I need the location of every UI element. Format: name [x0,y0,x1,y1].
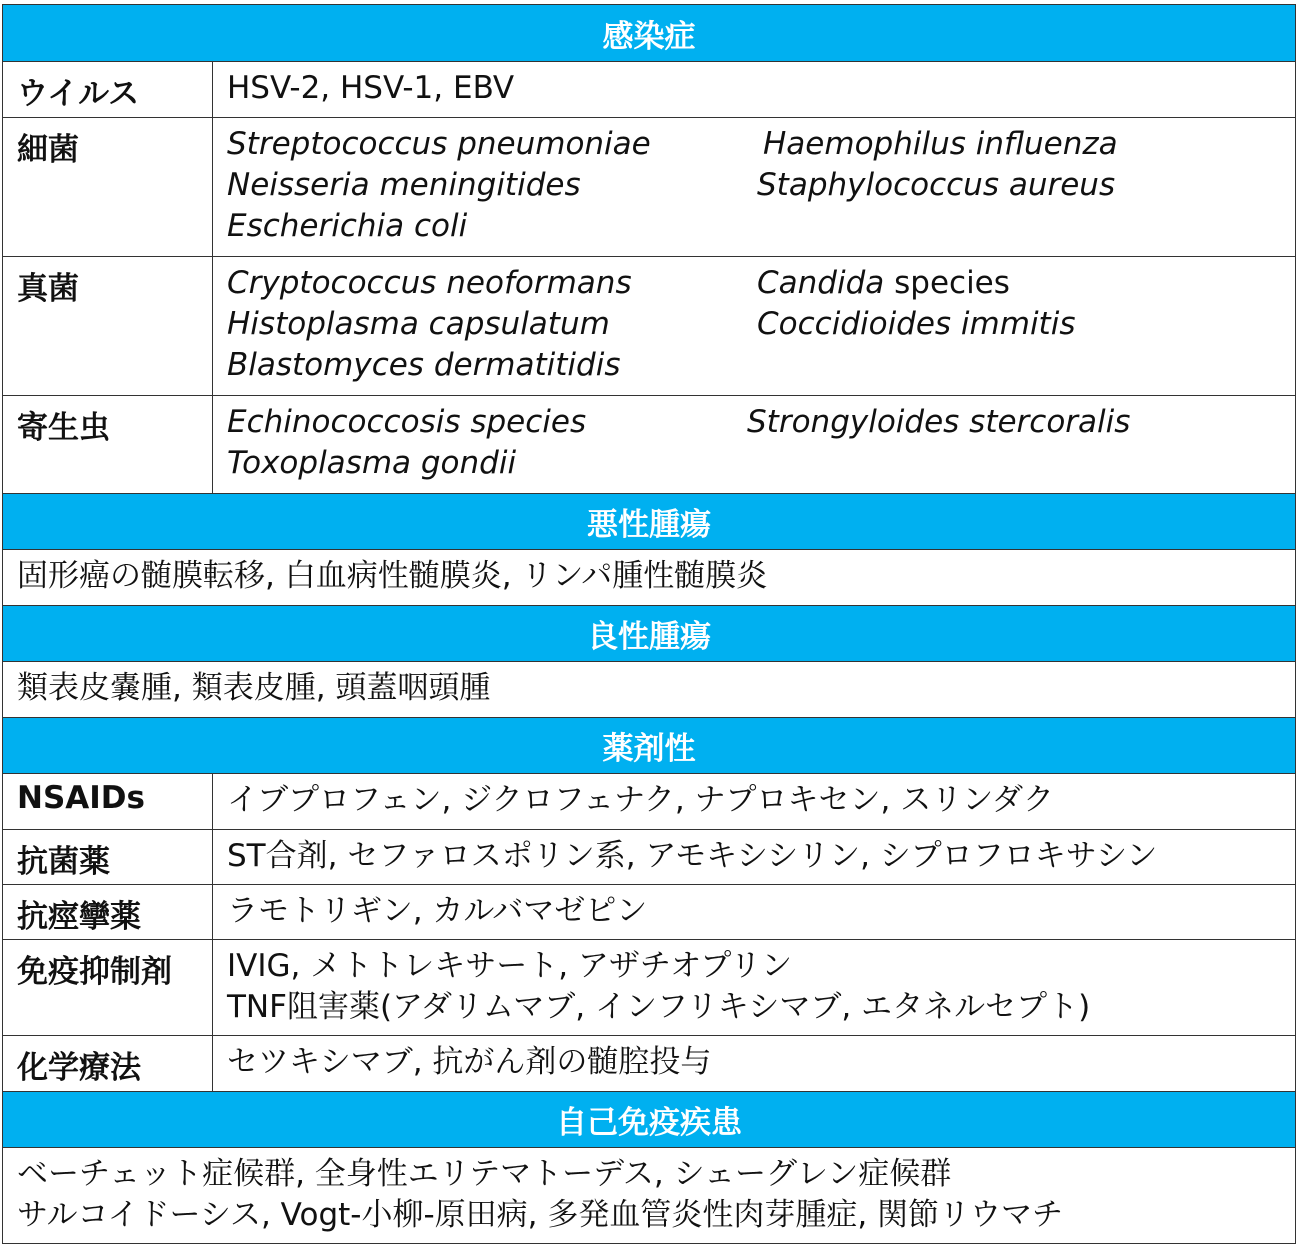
row-chemotherapy [3,1036,1295,1092]
row-value: イブプロフェン, ジクロフェナク, ナプロキセン, スリンダク [227,782,1054,818]
organism: Staphylococcus aureus [757,167,1116,203]
row-value [3,1148,1063,1243]
value-line: サルコイドーシス, Vogt-小柳-原田病, 多発血管炎性肉芽腫症, 関節リウマチ [17,1197,1064,1233]
organism: Histoplasma capsulatum [227,306,610,342]
section-header-infection: 感染症 [3,5,1295,62]
row-value: 固形癌の髄膜転移, 白血病性髄膜炎, リンパ腫性髄膜炎 [17,558,768,594]
organism: Echinococcosis species [227,404,587,440]
row-anticonvulsants [3,885,1295,940]
row-virus [3,62,1295,118]
value-line: IVIG, メトトレキサート, アザチオプリン [227,948,793,984]
row-value: HSV-2, HSV-1, EBV [227,70,515,106]
row-benign [3,662,1295,718]
organism: Toxoplasma gondii [227,445,517,481]
row-autoimmune [3,1148,1295,1244]
value-line: TNF阻害薬(アダリムマブ, インフリキシマブ, エタネルセプト) [227,989,1091,1025]
row-fungi [3,257,1295,396]
row-label: 細菌 [3,118,213,256]
row-antibiotics [3,830,1295,885]
organism: Escherichia coli [227,208,468,244]
row-label: 抗痙攣薬 [3,885,213,939]
row-value: セツキシマブ, 抗がん剤の髄腔投与 [227,1044,712,1080]
row-nsaids [3,774,1295,830]
organism: Strongyloides stercoralis [747,404,1131,440]
row-value: ST合剤, セファロスポリン系, アモキシシリン, シプロフロキサシン [227,838,1158,874]
row-label: ウイルス [3,62,213,117]
organism: Blastomyces dermatitidis [227,347,621,383]
section-header-autoimmune: 自己免疫疾患 [3,1092,1295,1148]
organism: Coccidioides immitis [757,306,1076,342]
organism-suffix: species [884,265,1010,301]
section-header-drug: 薬剤性 [3,718,1295,774]
row-immunosuppressants [3,940,1295,1036]
organism: Candida [757,265,885,301]
section-header-benign: 良性腫瘍 [3,606,1295,662]
organism: Streptococcus pneumoniae [227,126,651,162]
row-label: 免疫抑制剤 [3,940,213,1035]
organism-candida [757,263,1217,304]
organism: Haemophilus influenza [763,126,1118,162]
row-value [213,118,1295,256]
row-parasites [3,396,1295,494]
organism: Neisseria meningitides [227,167,581,203]
row-label: 抗菌薬 [3,830,213,884]
row-bacteria [3,118,1295,257]
row-label: 寄生虫 [3,396,213,493]
row-value [213,396,1295,493]
organism: Cryptococcus neoformans [227,265,632,301]
row-value: ラモトリギン, カルバマゼピン [227,893,648,929]
row-value [213,257,1295,395]
row-malignant [3,550,1295,606]
row-label: NSAIDs [3,774,213,829]
row-value: 類表皮嚢腫, 類表皮腫, 頭蓋咽頭腫 [17,670,491,706]
section-header-malignant: 悪性腫瘍 [3,494,1295,550]
row-label: 真菌 [3,257,213,395]
value-line: ベーチェット症候群, 全身性エリテマトーデス, シェーグレン症候群 [17,1156,952,1192]
row-label: 化学療法 [3,1036,213,1091]
aseptic-meningitis-causes-table [2,4,1296,1244]
row-value [213,940,1295,1035]
